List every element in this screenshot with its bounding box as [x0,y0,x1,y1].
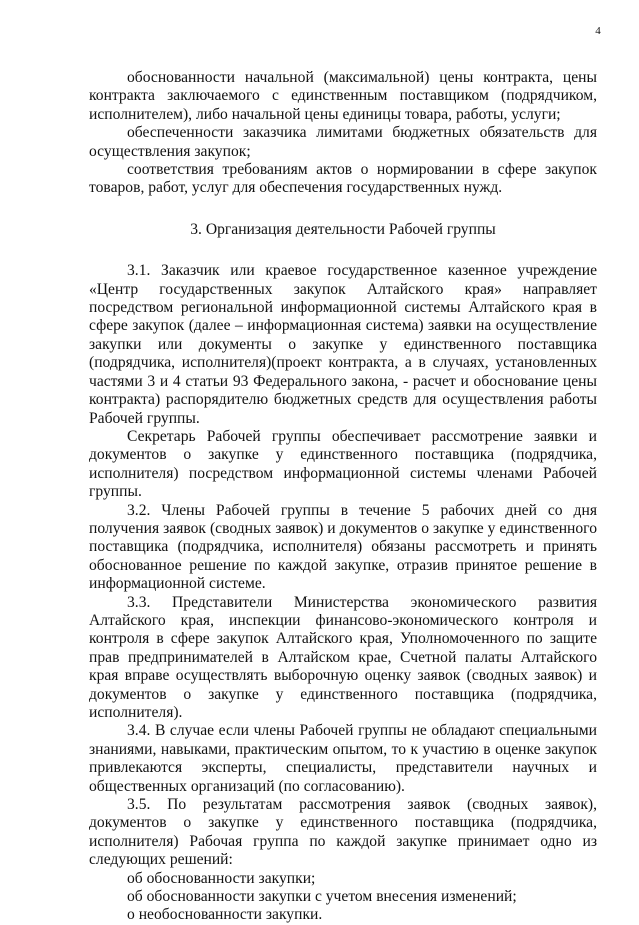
paragraph-3-1: 3.1. Заказчик или краевое государственное казенное учреждение «Центр государственных закупок Алтайского края» направляет посредством региональной информационной системы Алтайского края в сфере закупок (далее – информационная система) заявки на осуществление закупки или документы о закупке у единственного поставщика (подрядчика, исполнителя)(проект контракта, а в случаях, установленных частями 3 и 4 статьи 93 Федерального закона, - расчет и обоснование цены контракта) распорядителю бюджетных средств для осуществления работы Рабочей группы. [89,262,597,427]
paragraph-intro-1: обоснованности начальной (максимальной) цены контракта, цены контракта заключаемого с единственным поставщиком (подрядчиком, исполнителем), либо начальной цены единицы товара, работы, услуги; [89,69,597,123]
decision-option-1: об обоснованности закупки; [127,869,316,887]
page-number: 4 [595,25,601,37]
paragraph-3-4: 3.4. В случае если члены Рабочей группы не обладают специальными знаниями, навыками, практическим опытом, то к участию в оценке закупок привлекаются эксперты, специалисты, представители научных и общественных организаций (по согласованию). [89,722,597,795]
section-heading: 3. Организация деятельности Рабочей группы [190,220,496,238]
paragraph-intro-2: обеспеченности заказчика лимитами бюджетных обязательств для осуществления закупок; [89,124,597,160]
paragraph-3-3: 3.3. Представители Министерства экономического развития Алтайского края, инспекции финансово-экономического контроля и контроля в сфере закупок Алтайского края, Уполномоченного по защите прав предпринимателей в Алтайском крае, Счетной палаты Алтайского края вправе осуществлять выборочную оценку заявок (сводных заявок) и документов о закупке у единственного поставщика (подрядчика, исполнителя). [89,593,597,721]
paragraph-secretary: Секретарь Рабочей группы обеспечивает рассмотрение заявки и документов о закупке у единственного поставщика (подрядчика, исполнителя) посредством информационной системы членами Рабочей группы. [89,427,597,501]
paragraph-3-5: 3.5. По результатам рассмотрения заявок (сводных заявок), документов о закупке у единственного поставщика (подрядчика, исполнителя) Рабочая группа по каждой закупке принимает одно из следующих решений: [89,796,597,869]
decision-option-3: о необоснованности закупки. [127,906,323,924]
document-body [89,69,597,925]
paragraph-intro-3: соответствия требованиям актов о нормировании в сфере закупок товаров, работ, услуг для обеспечения государственных нужд. [89,161,597,197]
decision-option-2: об обоснованности закупки с учетом внесения изменений; [127,888,517,906]
paragraph-3-2: 3.2. Члены Рабочей группы в течение 5 рабочих дней со дня получения заявок (сводных заявок) и документов о закупке у единственного поставщика (подрядчика, исполнителя) обязаны рассмотреть и принять обоснованное решение по каждой закупке, отразив принятое решение в информационной системе. [89,501,597,593]
